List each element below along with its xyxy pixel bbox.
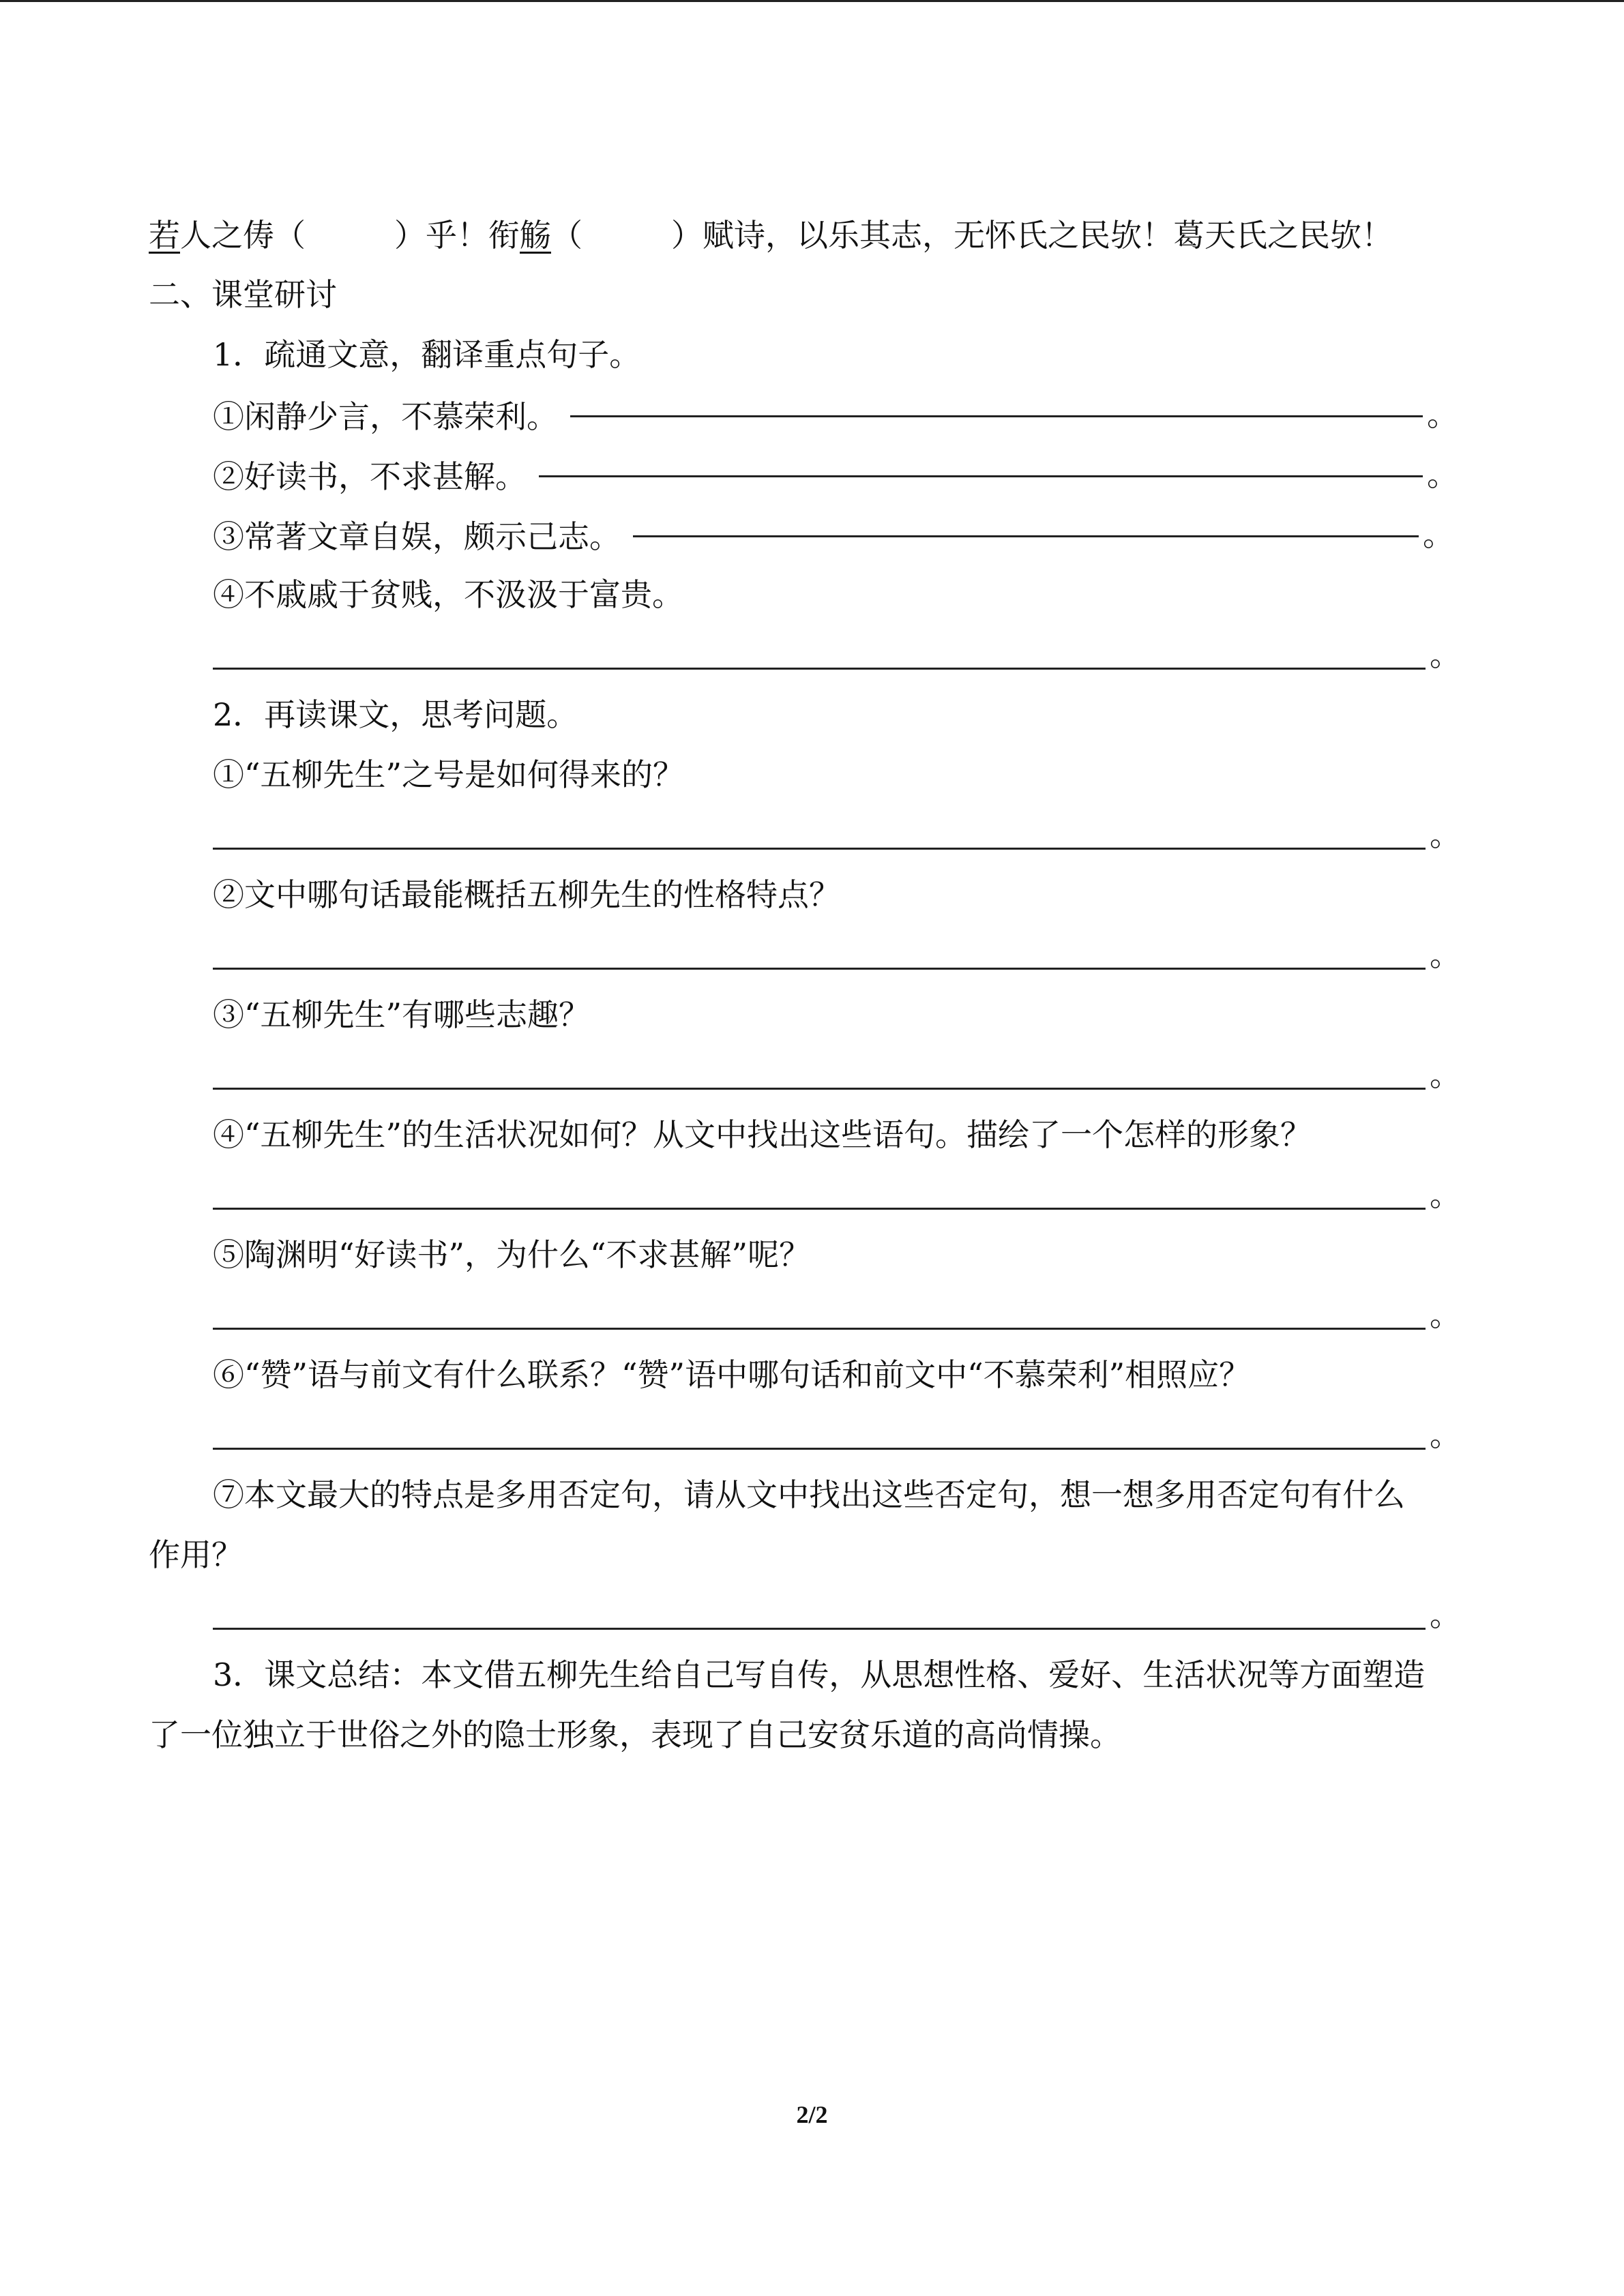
answer-line-q2-4[interactable] (213, 1208, 1426, 1210)
answer-line-q1-2[interactable] (539, 475, 1423, 477)
answer-line-q1-3[interactable] (633, 535, 1419, 537)
classical-text-line: 若人之俦（ ）乎！衔觞（ ）赋诗，以乐其志，无怀氏之民欤！葛天氏之民欤！ (149, 217, 1393, 254)
page-number: 2/2 (796, 2101, 828, 2128)
q3-summary-line-1: 3．课文总结：本文借五柳先生给自己写自传，从思想性格、爱好、生活状况等方面塑造 (213, 1656, 1426, 1693)
underlined-char-shang: 觞 (520, 217, 551, 254)
answer-row-q2-2: 。 (213, 927, 1461, 982)
answer-row-q2-5: 。 (213, 1287, 1461, 1342)
q2-item-5: ⑤陶渊明“好读书”，为什么“不求甚解”呢？ (213, 1236, 811, 1273)
answer-line-q2-6[interactable] (213, 1448, 1426, 1450)
answer-line-q2-3[interactable] (213, 1088, 1426, 1090)
answer-row-q2-7: 。 (213, 1587, 1461, 1642)
q1-item-2: ②好读书，不求甚解。 。 (213, 456, 1458, 495)
q1-item-1: ①闲静少言，不慕荣利。 。 (213, 396, 1458, 435)
q3-summary-line-2: 了一位独立于世俗之外的隐士形象，表现了自己安贫乐道的高尚情操。 (149, 1716, 1121, 1753)
q2-item-1: ①“五柳先生”之号是如何得来的？ (213, 756, 685, 793)
q2-item-4: ④“五柳先生”的生活状况如何？从文中找出这些语句。描绘了一个怎样的形象？ (213, 1116, 1312, 1153)
answer-row-q2-6: 。 (213, 1407, 1461, 1462)
q1-title: 1．疏通文意，翻译重点句子。 (213, 336, 641, 373)
answer-line-q2-7[interactable] (213, 1628, 1426, 1630)
section-title: 二、课堂研讨 (149, 276, 337, 313)
q1-item-3: ③常著文章自娱，颇示己志。 。 (213, 516, 1454, 555)
q2-item-6: ⑥“赞”语与前文有什么联系？“赞”语中哪句话和前文中“不慕荣利”相照应？ (213, 1356, 1251, 1393)
q2-item-7-continued: 作用？ (149, 1536, 243, 1573)
q2-title: 2．再读课文，思考问题。 (213, 696, 578, 733)
answer-row-q2-3: 。 (213, 1047, 1461, 1102)
q2-item-3: ③“五柳先生”有哪些志趣？ (213, 996, 591, 1033)
answer-line-q2-1[interactable] (213, 848, 1426, 850)
answer-row-q1-4: 。 (213, 627, 1461, 682)
answer-row-q2-4: 。 (213, 1167, 1461, 1222)
answer-line-q1-4[interactable] (213, 668, 1426, 670)
answer-line-q2-2[interactable] (213, 968, 1426, 970)
answer-row-q2-1: 。 (213, 807, 1461, 862)
q2-item-7: ⑦本文最大的特点是多用否定句，请从文中找出这些否定句，想一想多用否定句有什么 (213, 1476, 1405, 1513)
underlined-char-ruo: 若 (149, 217, 180, 254)
q1-item-4: ④不戚戚于贫贱，不汲汲于富贵。 (213, 576, 683, 613)
answer-line-q1-1[interactable] (570, 415, 1423, 417)
answer-line-q2-5[interactable] (213, 1328, 1426, 1330)
q2-item-2: ②文中哪句话最能概括五柳先生的性格特点？ (213, 876, 840, 913)
